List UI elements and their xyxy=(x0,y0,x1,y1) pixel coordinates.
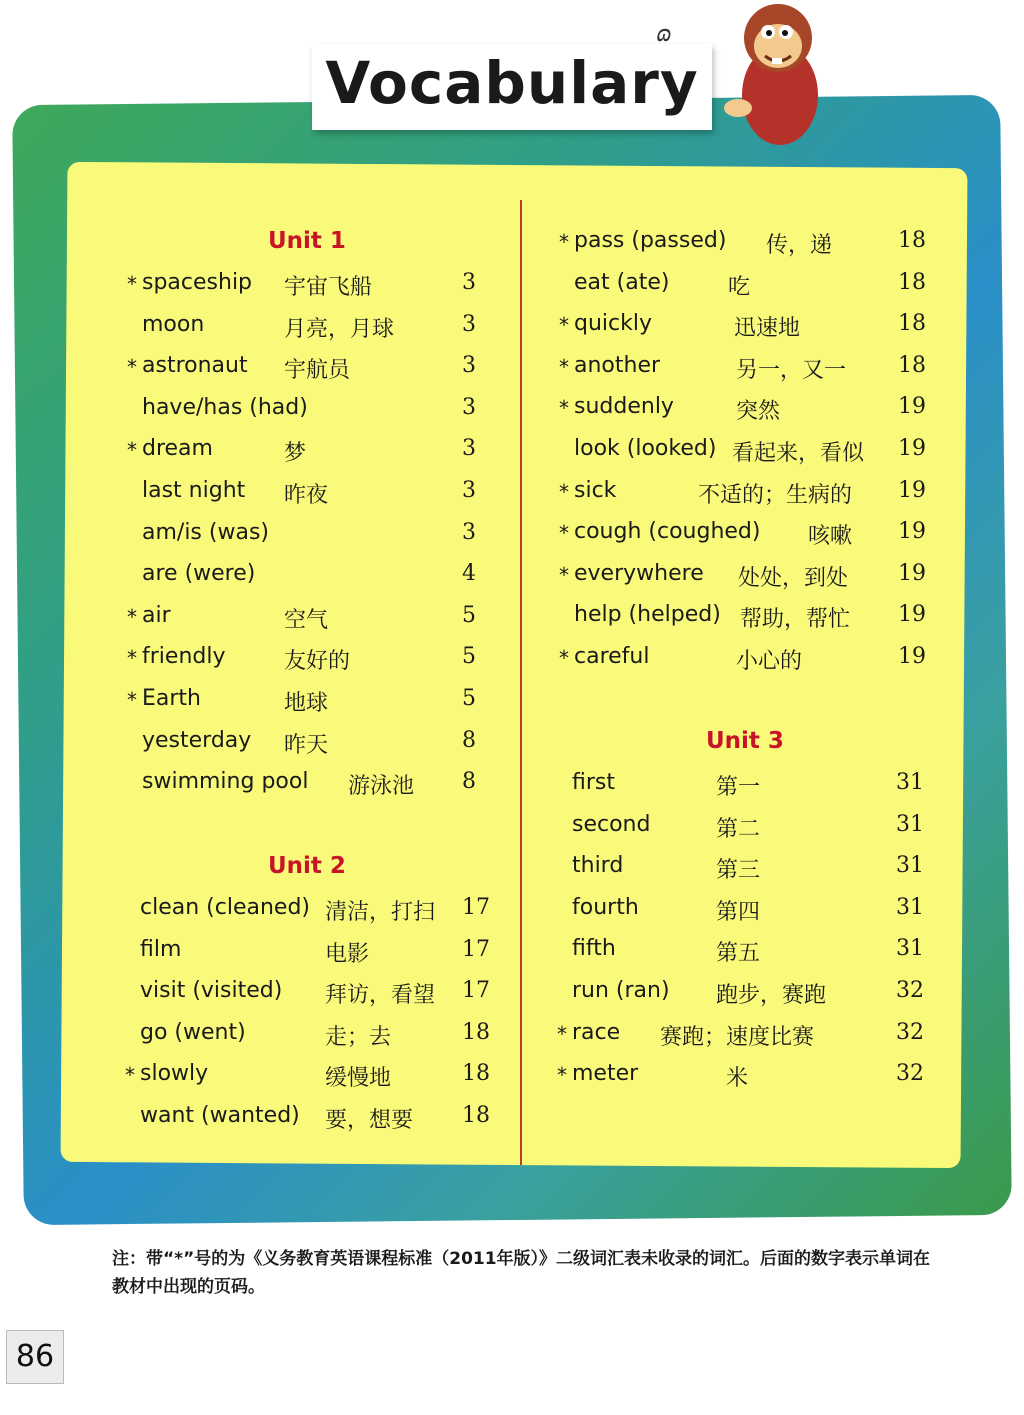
vocab-entry xyxy=(559,560,938,601)
chinese-meaning: 咳嗽 xyxy=(808,524,853,550)
page-ref: 31 xyxy=(896,770,924,795)
page-ref: 17 xyxy=(462,895,490,920)
asterisk-mark: * xyxy=(557,1021,567,1046)
english-word: first xyxy=(572,770,615,795)
page-ref: 3 xyxy=(462,519,476,545)
chinese-meaning: 突然 xyxy=(736,399,781,425)
chinese-meaning: 另一，又一 xyxy=(736,357,847,383)
english-word: clean (cleaned) xyxy=(140,895,310,920)
page-ref: 19 xyxy=(898,477,926,503)
chinese-meaning: 跑步，赛跑 xyxy=(716,983,827,1008)
asterisk-mark: * xyxy=(125,1063,135,1088)
vocab-entry xyxy=(142,520,502,560)
asterisk-mark: * xyxy=(127,646,137,671)
chinese-meaning: 传，递 xyxy=(766,233,833,258)
page-ref: 17 xyxy=(462,978,490,1004)
page-ref: 18 xyxy=(898,269,926,295)
vocab-entry xyxy=(559,519,938,559)
asterisk-mark: * xyxy=(559,230,569,254)
page-ref: 3 xyxy=(462,353,476,379)
page-number: 86 xyxy=(6,1330,64,1384)
english-word: run (ran) xyxy=(572,978,670,1003)
asterisk-mark: * xyxy=(127,438,137,463)
unit-1-heading: Unit 1 xyxy=(268,228,346,254)
vocab-entry xyxy=(140,1020,502,1060)
english-word: look (looked) xyxy=(574,436,717,461)
vocab-entry xyxy=(142,561,502,601)
page-ref: 18 xyxy=(462,1103,490,1128)
vocab-entry xyxy=(127,644,502,684)
asterisk-mark: * xyxy=(559,521,569,546)
english-word: dream xyxy=(142,436,213,462)
chinese-meaning: 第三 xyxy=(716,858,761,884)
english-word: swimming pool xyxy=(142,769,309,795)
english-word: suddenly xyxy=(574,394,674,420)
chinese-meaning: 吃 xyxy=(728,274,751,300)
english-word: race xyxy=(572,1019,621,1045)
page-ref: 19 xyxy=(898,560,926,586)
asterisk-mark: * xyxy=(559,646,569,670)
page-ref: 19 xyxy=(898,602,926,628)
english-word: cough (coughed) xyxy=(574,519,761,545)
page-ref: 18 xyxy=(898,228,926,253)
vocab-entry xyxy=(125,1061,502,1101)
chinese-meaning: 宇宙飞船 xyxy=(284,275,373,300)
vocab-entry xyxy=(140,937,502,977)
vocab-entry xyxy=(140,1103,502,1143)
page-ref: 31 xyxy=(896,853,924,879)
english-word: spaceship xyxy=(142,270,253,295)
monkey-mascot-icon xyxy=(720,0,830,150)
english-word: eat (ate) xyxy=(574,269,670,295)
page-ref: 8 xyxy=(462,727,476,753)
english-word: second xyxy=(572,811,651,837)
chinese-meaning: 友好的 xyxy=(284,649,351,675)
asterisk-mark: * xyxy=(559,479,569,504)
vocab-entry xyxy=(127,270,502,310)
page-ref: 32 xyxy=(896,978,924,1003)
page-ref: 5 xyxy=(462,686,476,711)
english-word: are (were) xyxy=(142,561,256,587)
page-ref: 17 xyxy=(462,936,490,962)
asterisk-mark: * xyxy=(127,604,137,629)
page-ref: 19 xyxy=(898,394,926,420)
vocab-entry xyxy=(127,602,502,643)
page-ref: 4 xyxy=(462,561,476,587)
vocab-entry xyxy=(142,769,502,809)
vocab-entry xyxy=(559,644,938,684)
english-word: meter xyxy=(572,1061,639,1087)
column-divider xyxy=(520,200,522,1165)
vocab-entry xyxy=(574,602,938,642)
page-ref: 18 xyxy=(898,352,926,378)
page-ref: 31 xyxy=(896,936,924,962)
english-word: moon xyxy=(142,311,205,337)
asterisk-mark: * xyxy=(559,354,569,379)
asterisk-mark: * xyxy=(127,272,137,296)
vocab-entry xyxy=(572,853,936,893)
chinese-meaning: 昨天 xyxy=(284,732,329,758)
english-word: pass (passed) xyxy=(574,228,727,253)
vocab-entry xyxy=(572,978,936,1018)
english-word: friendly xyxy=(142,644,226,670)
chinese-meaning: 小心的 xyxy=(736,649,803,674)
vocab-entry xyxy=(142,478,502,518)
chinese-meaning: 第五 xyxy=(716,941,761,967)
page-ref: 8 xyxy=(462,769,476,795)
chinese-meaning: 迅速地 xyxy=(734,316,801,342)
vocab-entry xyxy=(127,353,502,393)
page-ref: 18 xyxy=(462,1019,490,1045)
chinese-meaning: 拜访，看望 xyxy=(325,983,436,1009)
page-ref: 3 xyxy=(462,311,476,337)
chinese-meaning: 宇航员 xyxy=(284,358,351,384)
english-word: have/has (had) xyxy=(142,394,308,420)
page-ref: 3 xyxy=(462,478,476,503)
english-word: sick xyxy=(574,477,617,503)
english-word: yesterday xyxy=(142,727,252,753)
page-ref: 19 xyxy=(898,519,926,545)
vocab-entry xyxy=(559,311,938,351)
vocab-entry xyxy=(572,812,936,852)
english-word: film xyxy=(140,936,182,962)
chinese-meaning: 缓慢地 xyxy=(325,1066,392,1092)
unit-2-heading: Unit 2 xyxy=(268,853,346,879)
page-ref: 18 xyxy=(462,1061,490,1087)
english-word: last night xyxy=(142,478,246,503)
page-ref: 31 xyxy=(896,894,924,920)
chinese-meaning: 第一 xyxy=(716,775,761,800)
page-ref: 32 xyxy=(896,1061,924,1087)
chinese-meaning: 空气 xyxy=(284,607,329,633)
asterisk-mark: * xyxy=(127,355,137,380)
chinese-meaning: 要，想要 xyxy=(325,1108,414,1133)
chinese-meaning: 游泳池 xyxy=(348,774,415,800)
english-word: another xyxy=(574,352,661,378)
english-word: slowly xyxy=(140,1061,209,1087)
english-word: want (wanted) xyxy=(140,1103,300,1128)
page-ref: 3 xyxy=(462,436,476,462)
page-ref: 31 xyxy=(896,811,924,837)
vocab-entry xyxy=(572,770,936,810)
english-word: help (helped) xyxy=(574,602,721,628)
asterisk-mark: * xyxy=(127,688,137,712)
vocab-entry xyxy=(142,728,502,768)
vocab-entry xyxy=(127,436,502,476)
page-ref: 19 xyxy=(898,436,926,461)
english-word: go (went) xyxy=(140,1019,246,1045)
vocab-entry xyxy=(140,978,502,1018)
chinese-meaning: 昨夜 xyxy=(284,483,329,508)
english-word: am/is (was) xyxy=(142,519,269,545)
vocab-entry xyxy=(559,394,938,434)
chinese-meaning: 看起来，看似 xyxy=(732,441,865,466)
page-ref: 18 xyxy=(898,311,926,337)
page-ref: 19 xyxy=(898,644,926,669)
english-word: everywhere xyxy=(574,560,704,586)
chinese-meaning: 赛跑；速度比赛 xyxy=(660,1024,815,1050)
chinese-meaning: 第二 xyxy=(716,816,761,842)
page-ref: 3 xyxy=(462,270,476,295)
english-word: air xyxy=(142,602,171,628)
english-word: careful xyxy=(574,644,650,669)
chinese-meaning: 第四 xyxy=(716,899,761,925)
vocab-entry xyxy=(559,352,938,393)
page-title: Vocabulary xyxy=(325,49,699,117)
vocab-entry xyxy=(127,686,502,726)
vocab-entry xyxy=(557,1061,936,1101)
chinese-meaning: 帮助，帮忙 xyxy=(740,607,851,633)
english-word: visit (visited) xyxy=(140,978,283,1004)
english-word: fifth xyxy=(572,936,616,962)
vocab-entry xyxy=(557,1019,936,1060)
english-word: fourth xyxy=(572,894,639,920)
chinese-meaning: 梦 xyxy=(284,441,307,467)
chinese-meaning: 清洁，打扫 xyxy=(325,900,436,925)
vocab-entry xyxy=(572,895,936,935)
footnote: 注：带“*”号的为《义务教育英语课程标准（2011年版）》二级词汇表未收录的词汇。后面的数字表示单词在教材中出现的页码。 xyxy=(112,1249,931,1297)
asterisk-mark: * xyxy=(559,396,569,421)
chinese-meaning: 走；去 xyxy=(325,1024,392,1050)
vocab-entry xyxy=(574,436,938,476)
vocab-entry xyxy=(572,936,936,976)
english-word: quickly xyxy=(574,311,652,337)
page-ref: 3 xyxy=(462,394,476,420)
english-word: third xyxy=(572,853,624,879)
asterisk-mark: * xyxy=(559,562,569,587)
asterisk-mark: * xyxy=(559,313,569,338)
chinese-meaning: 月亮，月球 xyxy=(284,316,395,342)
vocab-entry xyxy=(142,312,502,352)
vocab-entry xyxy=(559,228,938,268)
english-word: Earth xyxy=(142,686,201,711)
english-word: astronaut xyxy=(142,353,248,379)
vocab-entry xyxy=(574,270,938,310)
chinese-meaning: 不适的；生病的 xyxy=(698,482,853,508)
asterisk-mark: * xyxy=(557,1063,567,1088)
unit-3-heading: Unit 3 xyxy=(706,728,784,754)
chinese-meaning: 米 xyxy=(726,1066,749,1092)
vocab-entry xyxy=(142,395,502,435)
chinese-meaning: 电影 xyxy=(325,941,370,967)
page-ref: 5 xyxy=(462,602,476,628)
chinese-meaning: 地球 xyxy=(284,691,329,716)
vocab-entry xyxy=(140,895,502,935)
vocab-entry xyxy=(559,477,938,518)
doodle-mark: ɷ xyxy=(656,22,673,47)
page-ref: 32 xyxy=(896,1019,924,1045)
page-ref: 5 xyxy=(462,644,476,670)
chinese-meaning: 处处，到处 xyxy=(738,565,849,591)
